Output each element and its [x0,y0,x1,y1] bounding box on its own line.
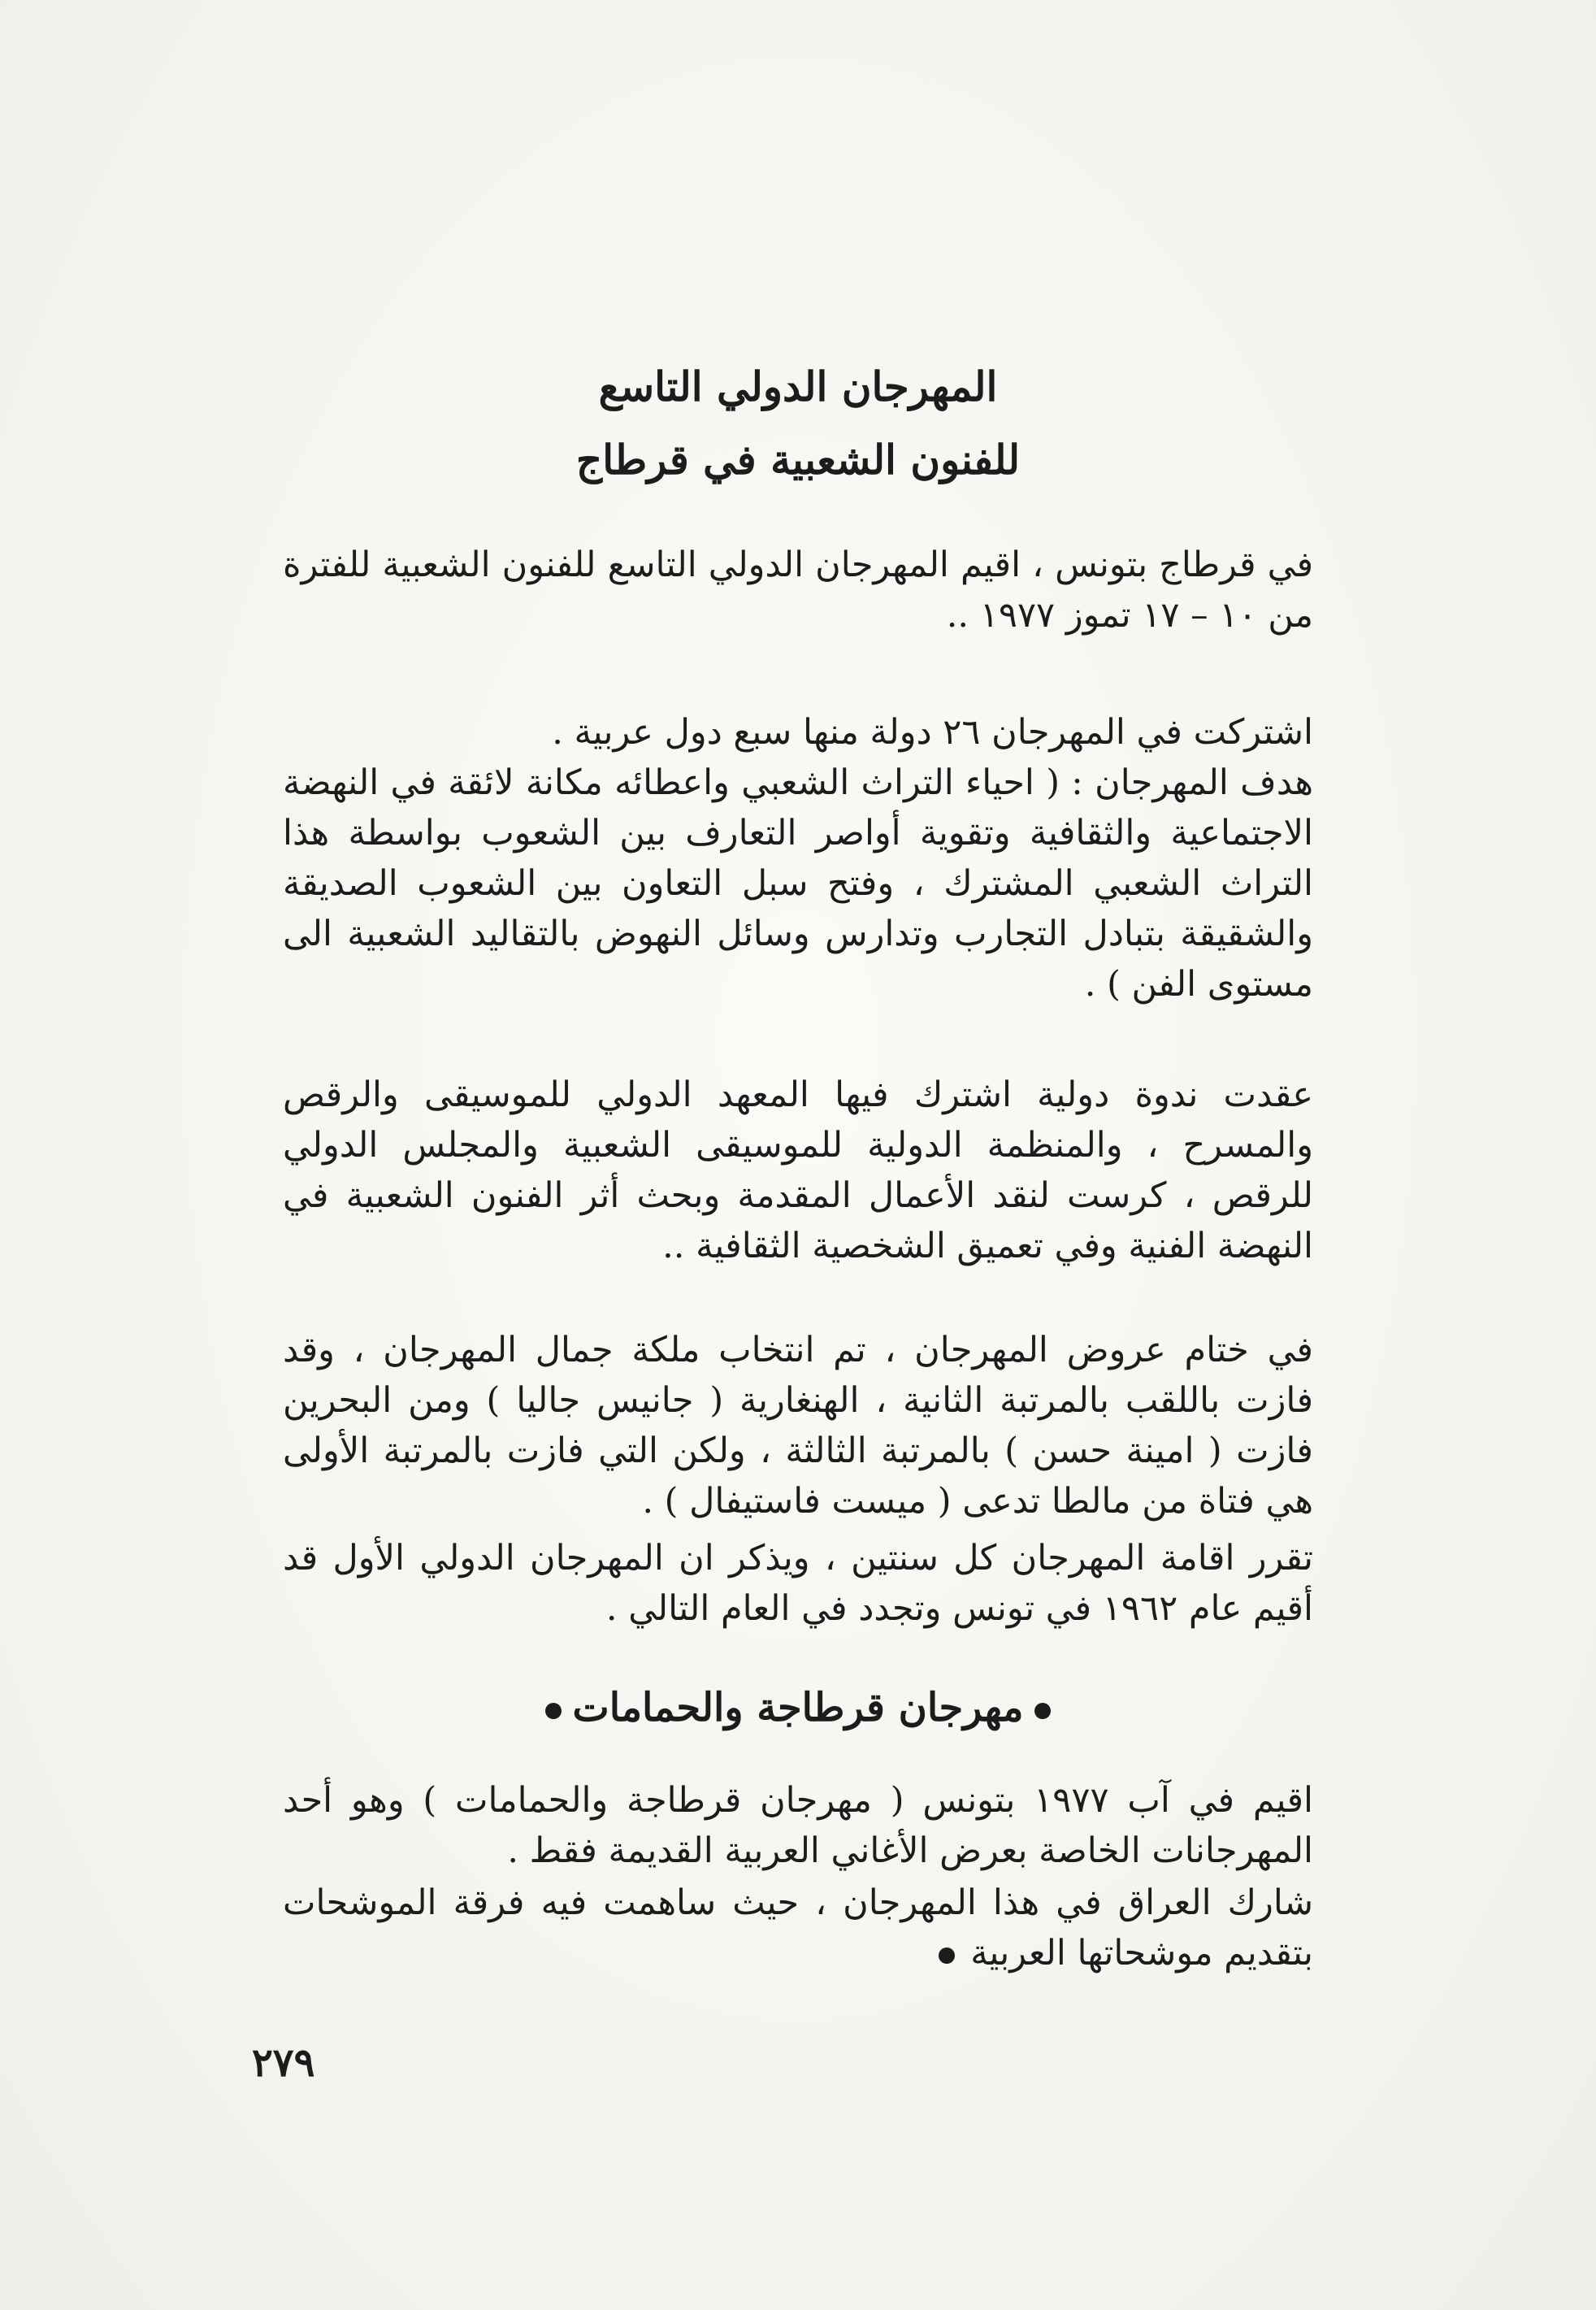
paragraph-festival-dates: في قرطاج بتونس ، اقيم المهرجان الدولي التاسع للفنون الشعبية للفترة من ١٠ – ١٧ تموز ١٩٧٧ .. [283,545,1313,636]
page-title-line-1: المهرجان الدولي التاسع [598,363,998,410]
bullet-icon [939,1947,955,1964]
paragraph-beauty-queen: في ختام عروض المهرجان ، تم انتخاب ملكة جمال المهرجان ، وقد فازت باللقب بالمرتبة الثانية ، الهنغارية ( جانيس جاليا ) ومن البحرين فازت ( امينة حسن ) بالمرتبة الثالثة ، ولكن التي فازت بالمرتبة الأولى هي فتاة من مالطا تدعى ( ميست فاستيفال ) . [283,1330,1313,1522]
paragraph-iraq-text: شارك العراق في هذا المهرجان ، حيث ساهمت فيه فرقة الموشحات بتقديم موشحاتها العربية [283,1882,1313,1973]
paragraph-festival-goal: هدف المهرجان : ( احياء التراث الشعبي واعطائه مكانة لائقة في النهضة الاجتماعية والثقافية وتقوية أواصر التعارف بين الشعوب بواسطة هذا التراث الشعبي المشترك ، وفتح سبل التعاون بين الشعوب الصديقة والشقيقة بتبادل التجارب وتدارس وسائل النهوض بالتقاليد الشعبية الى مستوى الفن ) . [283,762,1313,1005]
page-title-line-2: للفنون الشعبية في قرطاج [575,436,1021,484]
bullet-icon [1034,1703,1051,1719]
paragraph-festival-frequency: تقرر اقامة المهرجان كل سنتين ، ويذكر ان المهرجان الدولي الأول قد أقيم عام ١٩٦٢ في تونس وتجدد في العام التالي . [283,1538,1313,1629]
section-heading [283,1683,1313,1733]
paragraph-hammamet-festival: اقيم في آب ١٩٧٧ بتونس ( مهرجان قرطاجة والحمامات ) وهو أحد المهرجانات الخاصة بعرض الأغاني العربية القديمة فقط . [283,1780,1313,1871]
section-heading-text: مهرجان قرطاجة والحمامات [572,1685,1024,1730]
paragraph-iraq-participation [283,1878,1313,1978]
page-number: ٢٧٩ [252,2040,315,2086]
bullet-icon [545,1703,562,1719]
paragraph-participants: اشتركت في المهرجان ٢٦ دولة منها سبع دول عربية . [552,712,1313,753]
paragraph-symposium: عقدت ندوة دولية اشترك فيها المعهد الدولي للموسيقى والرقص والمسرح ، والمنظمة الدولية للموسيقى الشعبية والمجلس الدولي للرقص ، كرست لنقد الأعمال المقدمة وبحث أثر الفنون الشعبية في النهضة الفنية وفي تعميق الشخصية الثقافية .. [283,1075,1313,1266]
